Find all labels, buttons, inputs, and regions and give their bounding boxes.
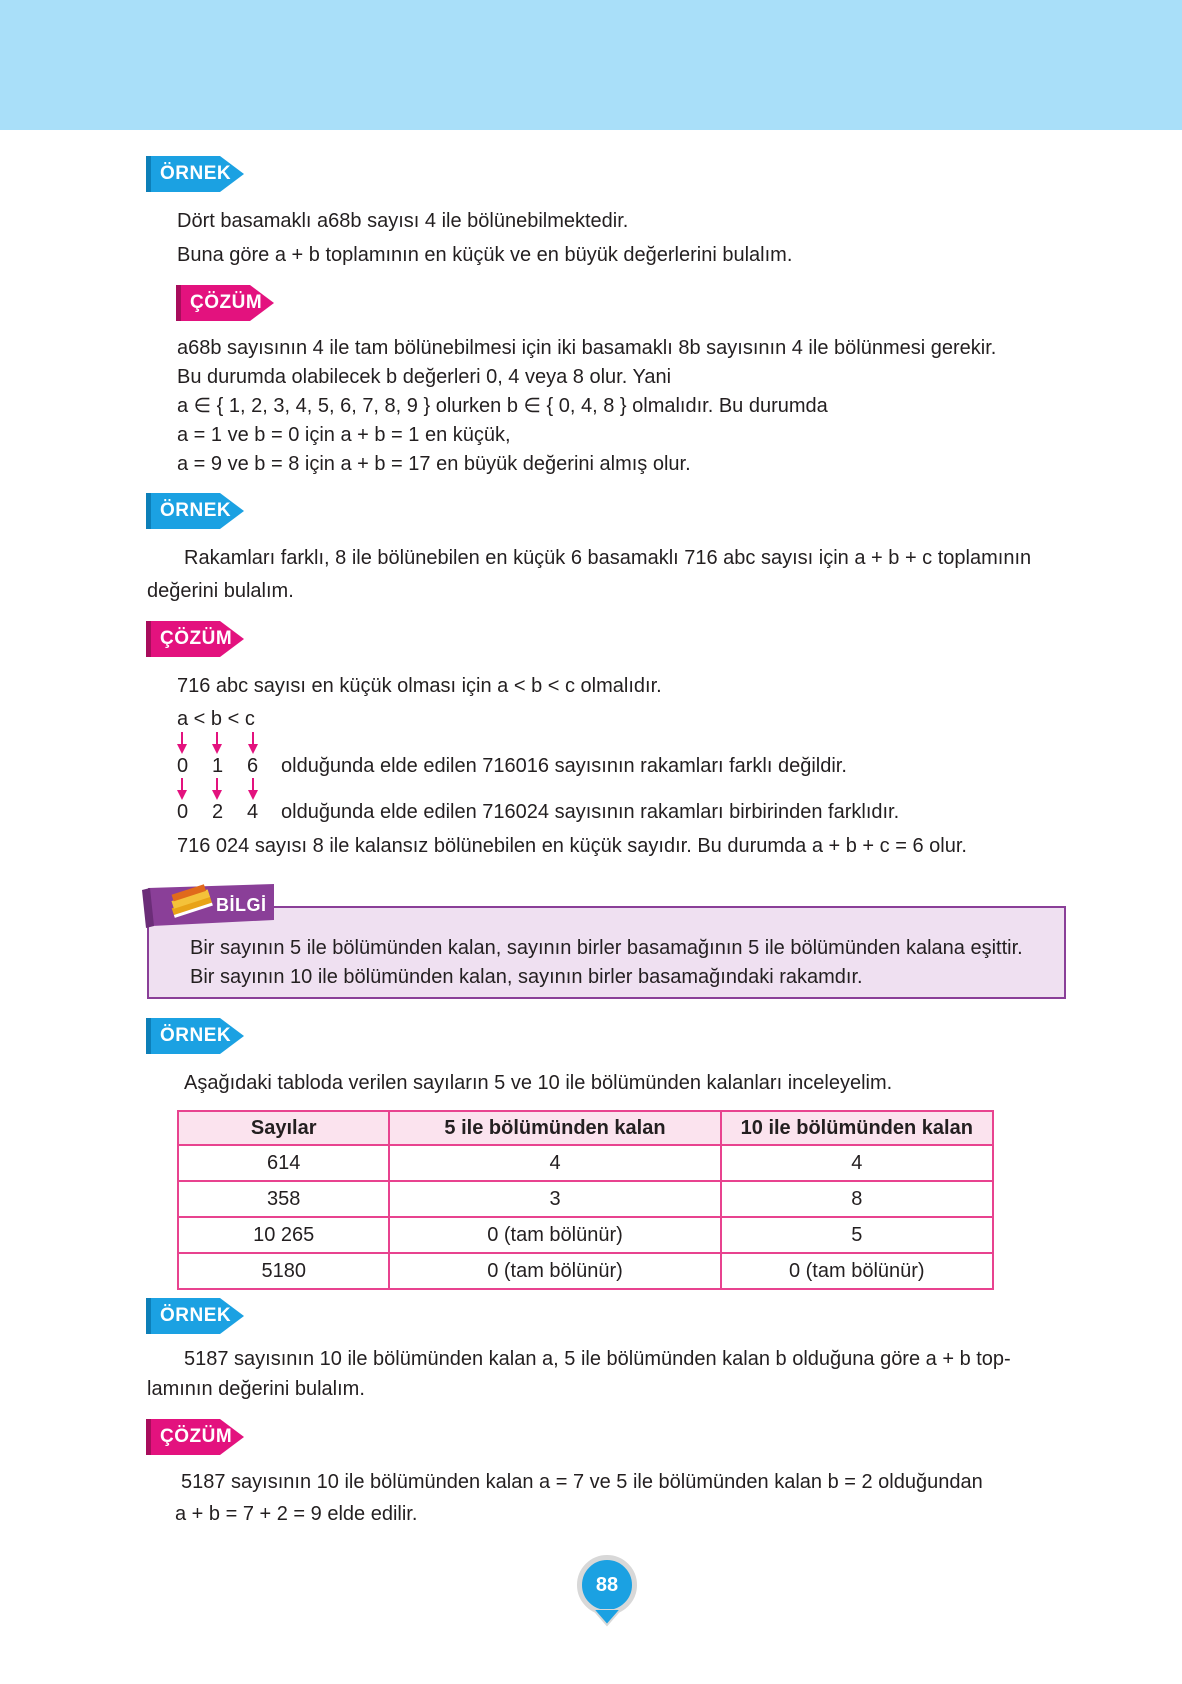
ornek-tag-3 xyxy=(146,1016,246,1056)
example1-line-1: Dört basamaklı a68b sayısı 4 ile bölünebilmektedir. xyxy=(177,210,629,232)
page-number-badge: 88 xyxy=(577,1555,637,1615)
example4-line-2: lamının değerini bulalım. xyxy=(147,1378,365,1400)
table-cell: 5 xyxy=(721,1217,993,1253)
cozum-label: ÇÖZÜM xyxy=(160,1426,233,1447)
down-arrow-icon xyxy=(211,732,223,754)
solution2-conclusion: 716 024 sayısı 8 ile kalansız bölünebilen en küçük sayıdır. Bu durumda a + b + c = 6 olur. xyxy=(177,835,967,857)
table-cell: 358 xyxy=(178,1181,389,1217)
cozum-tag-2 xyxy=(146,619,246,659)
row1-digit-a: 0 xyxy=(177,755,189,777)
solution1-line-5: a = 9 ve b = 8 için a + b = 17 en büyük değerini almış olur. xyxy=(177,453,691,475)
table-cell: 4 xyxy=(389,1145,720,1181)
row2-digit-b: 2 xyxy=(212,801,224,823)
table-row xyxy=(178,1145,993,1181)
table-cell: 5180 xyxy=(178,1253,389,1289)
ornek-label: ÖRNEK xyxy=(160,1305,232,1326)
cozum-label: ÇÖZÜM xyxy=(190,292,263,313)
solution1-line-2: Bu durumda olabilecek b değerleri 0, 4 veya 8 olur. Yani xyxy=(177,366,672,388)
solution1-line-4: a = 1 ve b = 0 için a + b = 1 en küçük, xyxy=(177,424,511,446)
table-cell: 0 (tam bölünür) xyxy=(389,1253,720,1289)
table-cell: 10 265 xyxy=(178,1217,389,1253)
solution2-intro: 716 abc sayısı en küçük olması için a < b < c olmalıdır. xyxy=(177,675,662,697)
ornek-tag-2 xyxy=(146,491,246,531)
table-header-row xyxy=(178,1111,993,1145)
table-header: Sayılar xyxy=(178,1111,389,1145)
table-cell: 0 (tam bölünür) xyxy=(389,1217,720,1253)
solution4-line-1: 5187 sayısının 10 ile bölümünden kalan a = 7 ve 5 ile bölümünden kalan b = 2 olduğundan xyxy=(181,1471,983,1493)
top-color-band xyxy=(0,0,1182,130)
row2-text: olduğunda elde edilen 716024 sayısının rakamları birbirinden farklıdır. xyxy=(281,801,900,823)
solution1-line-3: a ∈ { 1, 2, 3, 4, 5, 6, 7, 8, 9 } olurken b ∈ { 0, 4, 8 } olmalıdır. Bu durumda xyxy=(177,395,828,417)
row2-digit-c: 4 xyxy=(247,801,259,823)
ornek-label: ÖRNEK xyxy=(160,163,232,184)
table-cell: 4 xyxy=(721,1145,993,1181)
down-arrow-icon xyxy=(247,778,259,800)
ornek-label: ÖRNEK xyxy=(160,1025,232,1046)
table-cell: 614 xyxy=(178,1145,389,1181)
solution4-line-2: a + b = 7 + 2 = 9 elde edilir. xyxy=(175,1503,418,1525)
bilgi-line-1: Bir sayının 5 ile bölümünden kalan, sayının birler basamağının 5 ile bölümünden kalana eşittir. xyxy=(190,937,1023,959)
example3-intro: Aşağıdaki tabloda verilen sayıların 5 ve 10 ile bölümünden kalanları inceleyelim. xyxy=(184,1072,893,1094)
remainder-table xyxy=(177,1110,994,1290)
row1-digit-b: 1 xyxy=(212,755,224,777)
example1-line-2: Buna göre a + b toplamının en küçük ve en büyük değerlerini bulalım. xyxy=(177,244,793,266)
table-header: 5 ile bölümünden kalan xyxy=(389,1111,720,1145)
table-cell: 3 xyxy=(389,1181,720,1217)
bilgi-line-2: Bir sayının 10 ile bölümünden kalan, sayının birler basamağındaki rakamdır. xyxy=(190,966,863,988)
cozum-tag-4 xyxy=(146,1417,246,1457)
bilgi-tag xyxy=(142,880,278,930)
chevron-down-icon xyxy=(591,1609,623,1627)
ornek-tag-1 xyxy=(146,154,246,194)
solution2-order: a < b < c xyxy=(177,708,255,730)
bilgi-label: BİLGİ xyxy=(216,894,267,915)
table-header: 10 ile bölümünden kalan xyxy=(721,1111,993,1145)
down-arrow-icon xyxy=(176,778,188,800)
table-row xyxy=(178,1217,993,1253)
example4-line-1: 5187 sayısının 10 ile bölümünden kalan a, 5 ile bölümünden kalan b olduğuna göre a + b top- xyxy=(184,1348,1011,1370)
row1-digit-c: 6 xyxy=(247,755,259,777)
row2-digit-a: 0 xyxy=(177,801,189,823)
table-cell: 8 xyxy=(721,1181,993,1217)
solution1-line-1: a68b sayısının 4 ile tam bölünebilmesi için iki basamaklı 8b sayısının 4 ile bölünmesi gerekir. xyxy=(177,337,997,359)
cozum-tag-1 xyxy=(176,283,276,323)
example2-line-2: değerini bulalım. xyxy=(147,580,294,602)
down-arrow-icon xyxy=(176,732,188,754)
ornek-label: ÖRNEK xyxy=(160,500,232,521)
down-arrow-icon xyxy=(247,732,259,754)
ornek-tag-4 xyxy=(146,1296,246,1336)
example2-line-1: Rakamları farklı, 8 ile bölünebilen en küçük 6 basamaklı 716 abc sayısı için a + b + c toplamının xyxy=(184,547,1032,569)
table-cell: 0 (tam bölünür) xyxy=(721,1253,993,1289)
table-row xyxy=(178,1181,993,1217)
table-row xyxy=(178,1253,993,1289)
down-arrow-icon xyxy=(211,778,223,800)
cozum-label: ÇÖZÜM xyxy=(160,628,233,649)
row1-text: olduğunda elde edilen 716016 sayısının rakamları farklı değildir. xyxy=(281,755,847,777)
